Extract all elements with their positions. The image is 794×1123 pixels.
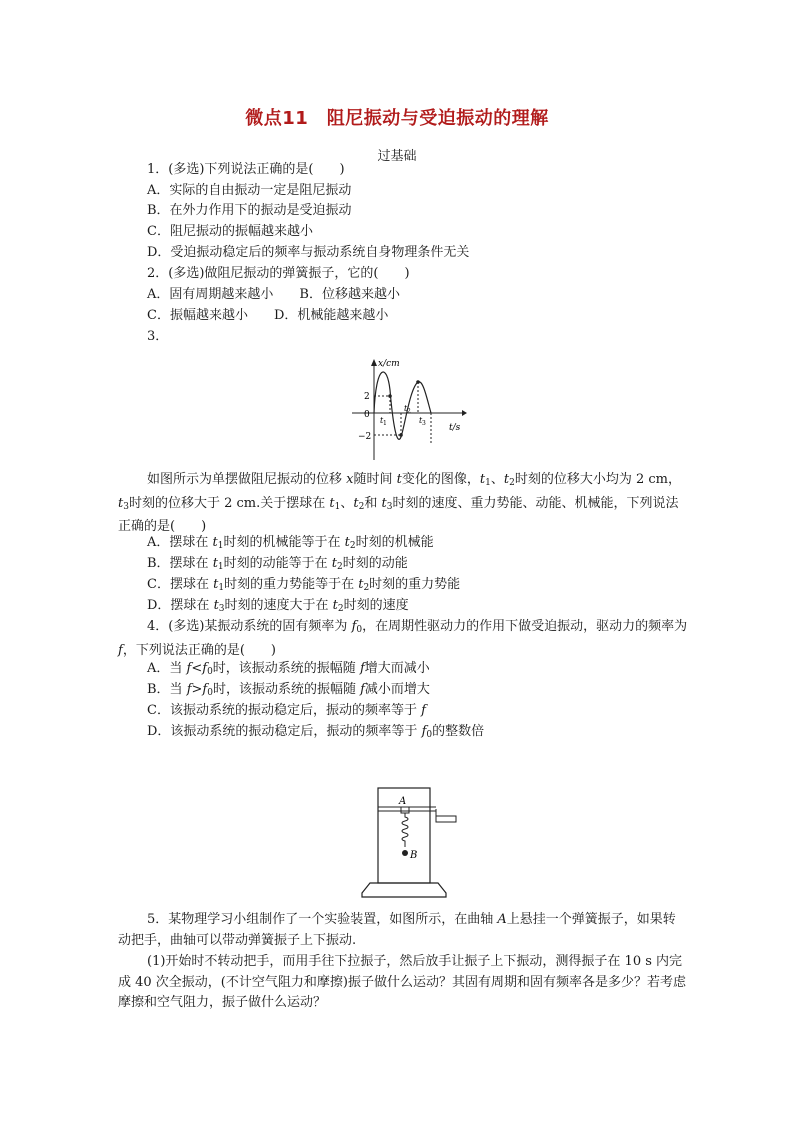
q4-option-c: C．该振动系统的振动稳定后，振动的频率等于 f (147, 703, 426, 718)
q5-subquestion-1: (1)开始时不转动把手，而用手往下拉振子，然后放手让振子上下振动，测得振子在 10 s 内完成 40 次全振动，(不计空气阻力和摩擦)振子做什么运动？其固有周期和固有频率各是多少？若考虑摩擦和空气阻力，振子做什么运动？ (118, 954, 686, 1010)
oscillation-curve (374, 372, 431, 439)
graph-ylabel: x/cm (378, 359, 400, 369)
x-axis-arrow (371, 359, 377, 366)
q1-stem: 1．(多选)下列说法正确的是( ) (147, 162, 345, 177)
q4-stem: 4．(多选)某振动系统的固有频率为 $f_0$，在周期性驱动力的作用下做受迫振动，驱动力的频率为 f，下列说法正确的是( ) (118, 619, 688, 658)
base (362, 883, 446, 897)
q3-option-d: D．摆球在 $t_3$时刻的速度大于在 $t_2$时刻的速度 (147, 598, 409, 614)
point-t1 (388, 394, 392, 398)
t-axis-arrow (462, 410, 467, 416)
q3-number: 3． (147, 329, 169, 344)
q5-stem: 5．某物理学习小组制作了一个实验装置，如图所示，在曲轴 A上悬挂一个弹簧振子，如果转动把手，曲轴可以带动弹簧振子上下振动. (118, 912, 676, 948)
q1-option-a: A．实际的自由振动一定是阻尼振动 (147, 183, 352, 198)
point-t3 (416, 380, 420, 384)
spring (402, 813, 408, 847)
label-t2: t (404, 404, 408, 413)
tick-0: 0 (364, 410, 370, 420)
label-t3-sub: 3 (422, 420, 426, 427)
q4-option-b: B．当 $f>f_0$时，该振动系统的振幅随 f减小而增大 (147, 682, 430, 698)
handle-grip (436, 816, 456, 822)
q3-stem: 如图所示为单摆做阻尼振动的位移 x随时间 t变化的图像，$t_1$、$t_2$时刻的位移大小均为 2 cm，$t_3$时刻的位移大于 2 cm.关于摆球在 $t_1$、$t_2$和 $t_3$时刻的速度、重力势能、动能、机械能，下列说法正确的是( ) (118, 472, 681, 534)
q3-option-a: A．摆球在 $t_1$时刻的机械能等于在 $t_2$时刻的机械能 (147, 535, 434, 551)
tick-neg2: −2 (358, 432, 372, 442)
oscillator-ball (402, 850, 408, 856)
graph-xlabel: t/s (449, 423, 461, 433)
label-a: A (399, 796, 407, 807)
point-t2 (399, 433, 403, 437)
q3-option-c: C．摆球在 $t_1$时刻的重力势能等于在 $t_2$时刻的重力势能 (147, 577, 461, 593)
damped-oscillation-graph (352, 355, 467, 460)
q4-option-a: A．当 $f<f_0$时，该振动系统的振幅随 f增大而减小 (147, 661, 430, 677)
q2-options-ab: A．固有周期越来越小 B．位移越来越小 (147, 287, 400, 302)
q1-option-b: B．在外力作用下的振动是受迫振动 (147, 203, 352, 218)
q2-options-cd: C．振幅越来越小 D．机械能越来越小 (147, 308, 389, 323)
q4-option-d: D．该振动系统的振动稳定后，振动的频率等于 $f_0$的整数倍 (147, 724, 485, 740)
tick-2: 2 (364, 392, 370, 402)
label-t1-sub: 1 (383, 420, 387, 427)
page-title: 微点11 阻尼振动与受迫振动的理解 (245, 108, 549, 129)
label-b: B (410, 850, 418, 861)
label-t1: t (380, 416, 384, 425)
q1-option-d: D．受迫振动稳定后的频率与振动系统自身物理条件无关 (147, 245, 470, 260)
q1-option-c: C．阻尼振动的振幅越来越小 (147, 224, 313, 239)
section-heading: 过基础 (377, 149, 417, 164)
crank-bend (401, 807, 409, 813)
q3-option-b: B．摆球在 $t_1$时刻的动能等于在 $t_2$时刻的动能 (147, 556, 408, 572)
label-t3: t (419, 416, 423, 425)
q2-stem: 2．(多选)做阻尼振动的弹簧振子，它的( ) (147, 266, 410, 281)
label-t2-sub: 2 (407, 408, 411, 415)
crank-spring-apparatus (360, 785, 460, 900)
